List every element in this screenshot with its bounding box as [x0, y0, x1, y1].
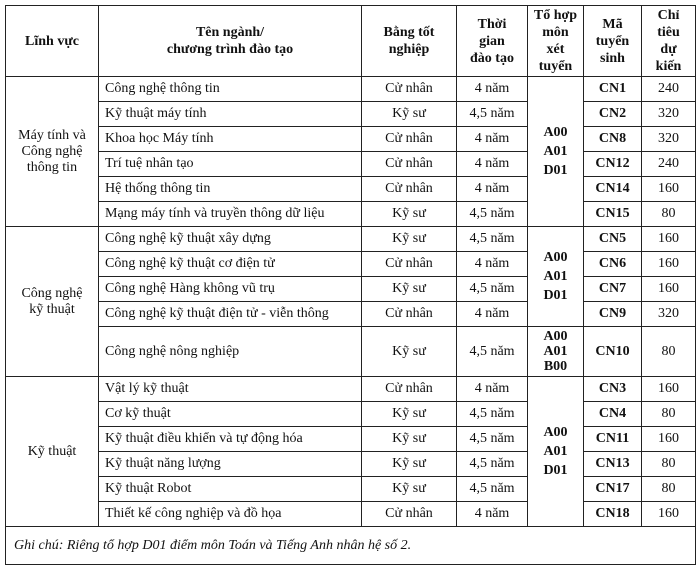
code-cell: CN15: [584, 202, 642, 227]
duration-cell: 4,5 năm: [457, 102, 528, 127]
table-row: [6, 402, 696, 427]
combo-cell: A00 A01 D01: [528, 227, 584, 327]
duration-cell: 4 năm: [457, 177, 528, 202]
header-field: Lĩnh vực: [6, 6, 99, 77]
degree-cell: Kỹ sư: [362, 427, 457, 452]
program-cell: Công nghệ kỹ thuật điện tử - viễn thông: [99, 302, 362, 327]
admission-table: [5, 5, 696, 565]
quota-cell: 240: [642, 152, 696, 177]
quota-cell: 160: [642, 502, 696, 527]
code-cell: CN2: [584, 102, 642, 127]
header-program: Tên ngành/ chương trình đào tạo: [99, 6, 362, 77]
quota-cell: 160: [642, 427, 696, 452]
table-row: [6, 202, 696, 227]
degree-cell: Kỹ sư: [362, 477, 457, 502]
code-cell: CN3: [584, 377, 642, 402]
header-combo: Tổ hợp môn xét tuyển: [528, 6, 584, 77]
quota-cell: 80: [642, 477, 696, 502]
duration-cell: 4,5 năm: [457, 227, 528, 252]
program-cell: Hệ thống thông tin: [99, 177, 362, 202]
note-row: [6, 527, 696, 565]
degree-cell: Cử nhân: [362, 302, 457, 327]
program-cell: Kỹ thuật điều khiển và tự động hóa: [99, 427, 362, 452]
duration-cell: 4,5 năm: [457, 477, 528, 502]
code-cell: CN8: [584, 127, 642, 152]
duration-cell: 4,5 năm: [457, 202, 528, 227]
program-cell: Thiết kế công nghiệp và đồ họa: [99, 502, 362, 527]
quota-cell: 160: [642, 227, 696, 252]
table-row: [6, 277, 696, 302]
combo-cell: A00 A01 D01: [528, 77, 584, 227]
table-row: [6, 252, 696, 277]
header-code: Mã tuyển sinh: [584, 6, 642, 77]
quota-cell: 240: [642, 77, 696, 102]
code-cell: CN4: [584, 402, 642, 427]
field-cell: Công nghệ kỹ thuật: [6, 227, 99, 377]
program-cell: Kỹ thuật năng lượng: [99, 452, 362, 477]
header-duration: Thời gian đào tạo: [457, 6, 528, 77]
quota-cell: 80: [642, 402, 696, 427]
duration-cell: 4 năm: [457, 302, 528, 327]
table-row: [6, 502, 696, 527]
program-cell: Khoa học Máy tính: [99, 127, 362, 152]
table-row: [6, 127, 696, 152]
combo-cell: A00 A01 B00: [528, 327, 584, 377]
code-cell: CN1: [584, 77, 642, 102]
program-cell: Công nghệ kỹ thuật cơ điện tử: [99, 252, 362, 277]
program-cell: Kỹ thuật máy tính: [99, 102, 362, 127]
quota-cell: 160: [642, 277, 696, 302]
header-degree: Bằng tốt nghiệp: [362, 6, 457, 77]
field-cell: Máy tính và Công nghệ thông tin: [6, 77, 99, 227]
degree-cell: Cử nhân: [362, 252, 457, 277]
program-cell: Công nghệ kỹ thuật xây dựng: [99, 227, 362, 252]
degree-cell: Kỹ sư: [362, 402, 457, 427]
quota-cell: 320: [642, 302, 696, 327]
degree-cell: Cử nhân: [362, 377, 457, 402]
quota-cell: 80: [642, 327, 696, 377]
program-cell: Vật lý kỹ thuật: [99, 377, 362, 402]
program-cell: Mạng máy tính và truyền thông dữ liệu: [99, 202, 362, 227]
degree-cell: Cử nhân: [362, 177, 457, 202]
duration-cell: 4 năm: [457, 377, 528, 402]
table-row: [6, 77, 696, 102]
code-cell: CN5: [584, 227, 642, 252]
quota-cell: 80: [642, 202, 696, 227]
duration-cell: 4 năm: [457, 252, 528, 277]
table-row: [6, 427, 696, 452]
duration-cell: 4 năm: [457, 77, 528, 102]
program-cell: Công nghệ nông nghiệp: [99, 327, 362, 377]
table-row: [6, 102, 696, 127]
code-cell: CN13: [584, 452, 642, 477]
degree-cell: Kỹ sư: [362, 327, 457, 377]
field-cell: Kỹ thuật: [6, 377, 99, 527]
quota-cell: 320: [642, 102, 696, 127]
table-row: [6, 377, 696, 402]
program-cell: Cơ kỹ thuật: [99, 402, 362, 427]
duration-cell: 4 năm: [457, 152, 528, 177]
quota-cell: 80: [642, 452, 696, 477]
code-cell: CN10: [584, 327, 642, 377]
degree-cell: Kỹ sư: [362, 102, 457, 127]
degree-cell: Cử nhân: [362, 77, 457, 102]
program-cell: Công nghệ Hàng không vũ trụ: [99, 277, 362, 302]
duration-cell: 4,5 năm: [457, 327, 528, 377]
degree-cell: Kỹ sư: [362, 452, 457, 477]
header-row: [6, 6, 696, 77]
code-cell: CN6: [584, 252, 642, 277]
duration-cell: 4,5 năm: [457, 402, 528, 427]
program-cell: Công nghệ thông tin: [99, 77, 362, 102]
degree-cell: Cử nhân: [362, 127, 457, 152]
duration-cell: 4,5 năm: [457, 452, 528, 477]
duration-cell: 4 năm: [457, 502, 528, 527]
code-cell: CN12: [584, 152, 642, 177]
note-text: Ghi chú: Riêng tổ hợp D01 điểm môn Toán và Tiếng Anh nhân hệ số 2.: [6, 527, 696, 565]
duration-cell: 4,5 năm: [457, 427, 528, 452]
code-cell: CN11: [584, 427, 642, 452]
duration-cell: 4 năm: [457, 127, 528, 152]
table-row: [6, 152, 696, 177]
table-row: [6, 477, 696, 502]
code-cell: CN18: [584, 502, 642, 527]
degree-cell: Cử nhân: [362, 502, 457, 527]
code-cell: CN14: [584, 177, 642, 202]
degree-cell: Cử nhân: [362, 152, 457, 177]
quota-cell: 320: [642, 127, 696, 152]
program-cell: Kỹ thuật Robot: [99, 477, 362, 502]
table-row: [6, 227, 696, 252]
quota-cell: 160: [642, 177, 696, 202]
quota-cell: 160: [642, 252, 696, 277]
duration-cell: 4,5 năm: [457, 277, 528, 302]
code-cell: CN17: [584, 477, 642, 502]
code-cell: CN7: [584, 277, 642, 302]
header-quota: Chỉ tiêu dự kiến: [642, 6, 696, 77]
combo-cell: A00 A01 D01: [528, 377, 584, 527]
degree-cell: Kỹ sư: [362, 277, 457, 302]
program-cell: Trí tuệ nhân tạo: [99, 152, 362, 177]
quota-cell: 160: [642, 377, 696, 402]
table-row: [6, 327, 696, 377]
table-row: [6, 302, 696, 327]
table-row: [6, 177, 696, 202]
degree-cell: Kỹ sư: [362, 227, 457, 252]
table-row: [6, 452, 696, 477]
degree-cell: Kỹ sư: [362, 202, 457, 227]
code-cell: CN9: [584, 302, 642, 327]
